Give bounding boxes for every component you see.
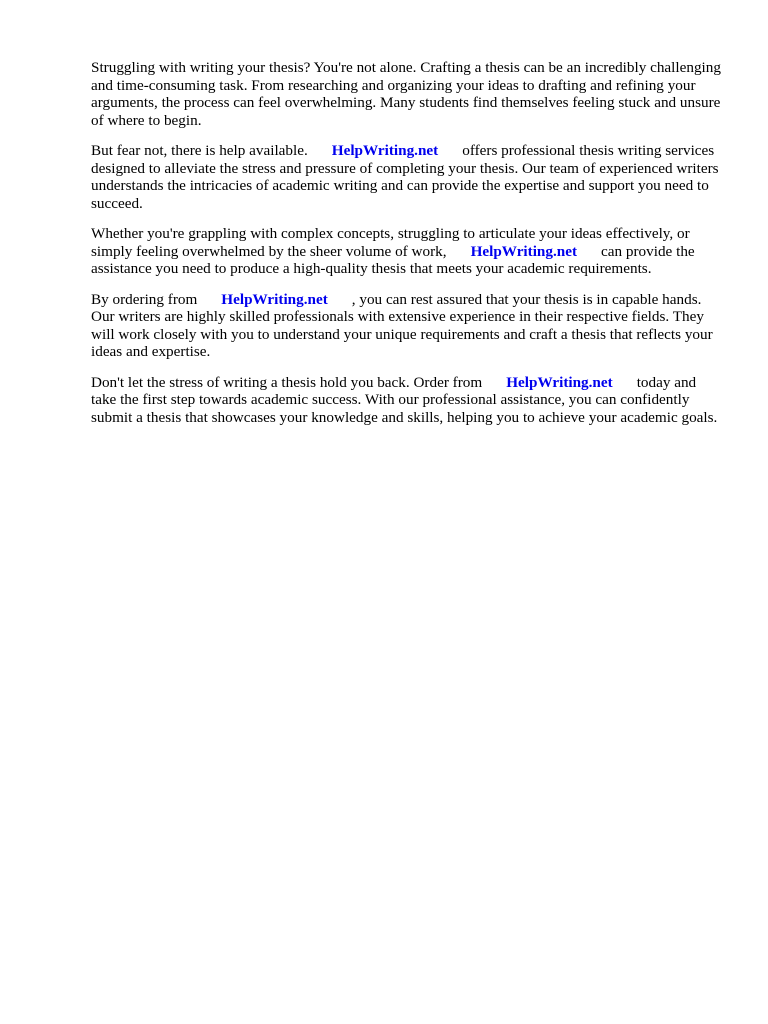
paragraph-complex-concepts <box>91 225 723 278</box>
paragraph-text-after: today and take the first step towards academic success. With our professional assistance, you can confidently submit a thesis that showcases your knowledge and skills, helping you to achieve your academic goals. <box>91 373 718 426</box>
paragraph-text-before: By ordering from <box>91 290 198 308</box>
helpwriting-link[interactable]: HelpWriting.net <box>331 142 439 159</box>
helpwriting-link[interactable]: HelpWriting.net <box>470 242 578 260</box>
helpwriting-link[interactable]: HelpWriting.net <box>506 373 613 391</box>
paragraph-text-after: , you can rest assured that your thesis is in capable hands. Our writers are highly skilled professionals with extensive experience in their respective fields. They will work closely with you to understand your unique requirements and craft a thesis that reflects your ideas and expertise. <box>91 290 713 360</box>
paragraph-text-after: offers professional thesis writing services designed to alleviate the stress and pressure of completing your thesis. Our team of experienced writers understands the intricacies of academic writing and can provide the expertise and support you need to succeed. <box>91 142 719 212</box>
helpwriting-link[interactable]: HelpWriting.net <box>221 290 328 308</box>
paragraph-call-to-action <box>91 374 723 427</box>
paragraph-text-after: can provide the assistance you need to produce a high-quality thesis that meets your academic requirements. <box>91 242 695 277</box>
paragraph-text-before: But fear not, there is help available. <box>91 142 308 159</box>
paragraph-text-before: Whether you're grappling with complex concepts, struggling to articulate your ideas effectively, or simply feeling overwhelmed by the sheer volume of work, <box>91 225 690 260</box>
document-body <box>91 59 723 439</box>
paragraph-intro <box>91 59 723 129</box>
paragraph-help-available <box>91 142 723 212</box>
paragraph-text: Struggling with writing your thesis? You're not alone. Crafting a thesis can be an incredibly challenging and time-consuming task. From researching and organizing your ideas to drafting and refining your arguments, the process can feel overwhelming. Many students find themselves feeling stuck and unsure of where to begin. <box>91 59 721 129</box>
paragraph-ordering <box>91 291 723 361</box>
paragraph-text-before: Don't let the stress of writing a thesis hold you back. Order from <box>91 373 483 391</box>
